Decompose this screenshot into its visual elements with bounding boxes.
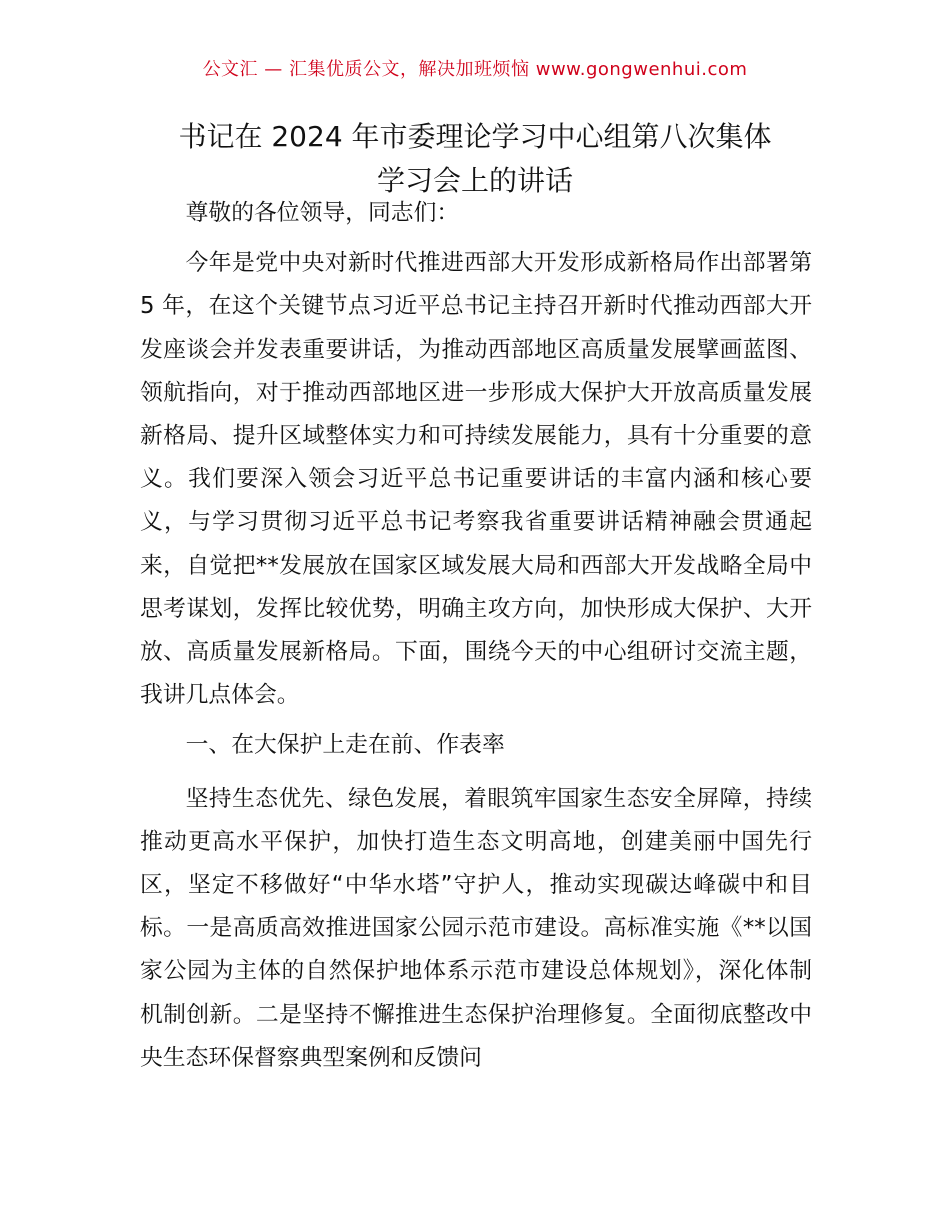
- paragraph-intro: 今年是党中央对新时代推进西部大开发形成新格局作出部署第 5 年，在这个关键节点习近平总书记主持召开新时代推动西部大开发座谈会并发表重要讲话，为推动西部地区高质量发展擘画蓝图、领航指向，对于推动西部地区进一步形成大保护大开放高质量发展新格局、提升区域整体实力和可持续发展能力，具有十分重要的意义。我们要深入领会习近平总书记重要讲话的丰富内涵和核心要义，与学习贯彻习近平总书记考察我省重要讲话精神融会贯通起来，自觉把**发展放在国家区域发展大局和西部大开发战略全局中思考谋划，发挥比较优势，明确主攻方向，加快形成大保护、大开放、高质量发展新格局。下面，围绕今天的中心组研讨交流主题，我讲几点体会。: [140, 250, 812, 709]
- document-body: [140, 192, 812, 1087]
- paragraph-section-1: 坚持生态优先、绿色发展，着眼筑牢国家生态安全屏障，持续推动更高水平保护，加快打造生态文明高地，创建美丽中国先行区，坚定不移做好“中华水塔”守护人，推动实现碳达峰碳中和目标。一是高质高效推进国家公园示范市建设。高标准实施《**以国家公园为主体的自然保护地体系示范市建设总体规划》，深化体制机制创新。二是坚持不懈推进生态保护治理修复。全面彻底整改中央生态环保督察典型案例和反馈问: [140, 785, 812, 1071]
- section-heading-1: 一、在大保护上走在前、作表率: [185, 732, 505, 759]
- title-line-2: 学习会上的讲话: [376, 164, 573, 197]
- site-banner: 公文汇 — 汇集优质公文，解决加班烦恼 www.gongwenhui.com: [202, 59, 748, 80]
- title-line-1: 书记在 2024 年市委理论学习中心组第八次集体: [178, 120, 772, 153]
- document-title: [120, 115, 830, 203]
- salutation: 尊敬的各位领导，同志们：: [185, 200, 460, 226]
